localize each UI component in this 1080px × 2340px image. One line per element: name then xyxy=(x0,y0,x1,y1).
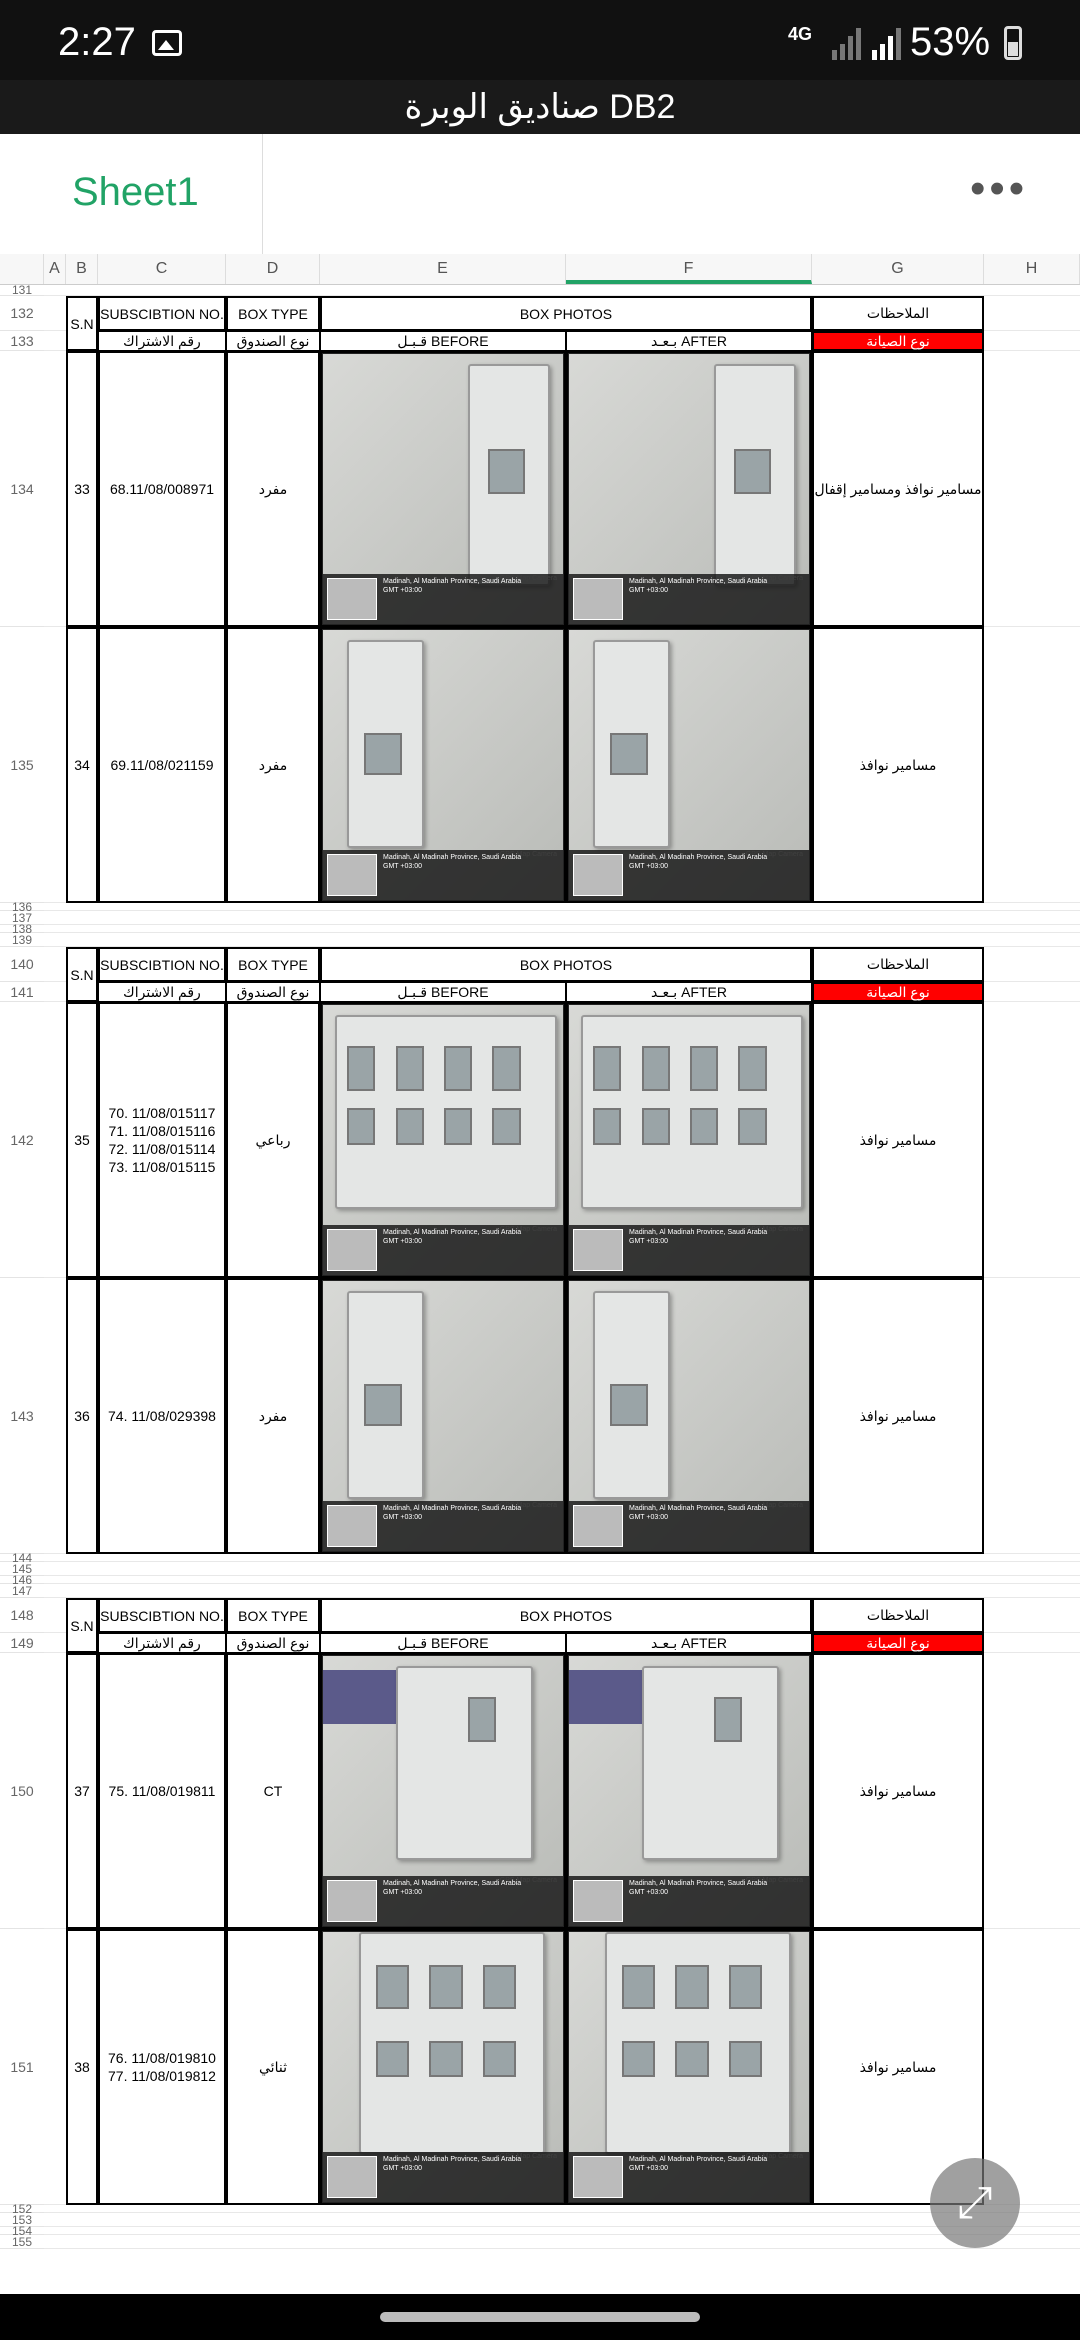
box-type-header[interactable]: BOX TYPE xyxy=(226,296,320,331)
notes-header[interactable]: الملاحظات xyxy=(812,1598,984,1633)
after-header[interactable]: بـعـد AFTER xyxy=(566,982,812,1002)
box-photo[interactable] xyxy=(568,353,810,625)
maintenance-type-header[interactable]: نوع الصيانة xyxy=(812,1633,984,1653)
box-type-header[interactable]: BOX TYPE xyxy=(226,947,320,982)
maintenance-type-header[interactable]: نوع الصيانة xyxy=(812,982,984,1002)
box-type-cell[interactable]: مفرد xyxy=(226,351,320,627)
tab-divider xyxy=(262,134,263,254)
corner-cell[interactable] xyxy=(0,254,44,284)
column-header-selected[interactable]: F xyxy=(566,254,812,284)
row-number[interactable]: 139 xyxy=(0,933,44,947)
photo-caption-timezone: GMT +03:00 xyxy=(629,1238,668,1245)
notes-header[interactable]: الملاحظات xyxy=(812,947,984,982)
sn-cell[interactable]: 33 xyxy=(66,351,98,627)
photo-caption-timezone: GMT +03:00 xyxy=(383,1889,422,1896)
maintenance-type-header[interactable]: نوع الصيانة xyxy=(812,331,984,351)
row-number[interactable]: 133 xyxy=(0,331,44,351)
map-thumbnail xyxy=(573,854,623,896)
photo-caption-location: Madinah, Al Madinah Province, Saudi Arabia xyxy=(629,1880,768,1887)
sn-header[interactable]: S.N xyxy=(66,296,98,351)
subscription-cell[interactable]: 70. 11/08/015117 71. 11/08/015116 72. 11/08/015114 73. 11/08/015115 xyxy=(98,1002,226,1278)
notes-cell[interactable]: مسامير نوافذ xyxy=(812,1929,984,2205)
sn-cell[interactable]: 34 xyxy=(66,627,98,903)
subscription-cell[interactable]: 74. 11/08/029398 xyxy=(98,1278,226,1554)
photo-caption-timezone: GMT +03:00 xyxy=(383,1238,422,1245)
grid-line xyxy=(44,2212,1080,2213)
signal-icon xyxy=(828,26,908,60)
subscription-cell[interactable]: 69.11/08/021159 xyxy=(98,627,226,903)
box-type-header-ar[interactable]: نوع الصندوق xyxy=(226,1633,320,1653)
box-photo[interactable] xyxy=(322,629,564,901)
row-number[interactable]: 136 xyxy=(0,903,44,911)
row-number[interactable]: 151 xyxy=(0,1929,44,2205)
photo-caption-location: Madinah, Al Madinah Province, Saudi Arabia xyxy=(383,1880,522,1887)
grid-line xyxy=(44,2248,1080,2249)
photo-caption-timezone: GMT +03:00 xyxy=(383,587,422,594)
row-number[interactable]: 132 xyxy=(0,296,44,331)
row-number[interactable]: 135 xyxy=(0,627,44,903)
map-thumbnail xyxy=(573,1880,623,1922)
map-thumbnail xyxy=(327,2156,377,2198)
photo-caption-location: Madinah, Al Madinah Province, Saudi Arabia xyxy=(383,1229,522,1236)
column-header[interactable]: G xyxy=(812,254,984,284)
subscription-header-ar[interactable]: رقم الاشتراك xyxy=(98,982,226,1002)
notes-cell[interactable]: مسامير نوافذ ومسامير إقفال xyxy=(812,351,984,627)
row-number[interactable]: 155 xyxy=(0,2235,44,2249)
subscription-cell[interactable]: 68.11/08/008971 xyxy=(98,351,226,627)
row-number[interactable]: 138 xyxy=(0,925,44,933)
sn-header[interactable]: S.N xyxy=(66,947,98,1002)
row-number[interactable]: 144 xyxy=(0,1554,44,1562)
row-number[interactable]: 147 xyxy=(0,1584,44,1598)
grid-line xyxy=(44,1575,1080,1576)
photo-caption-timezone: GMT +03:00 xyxy=(383,863,422,870)
spreadsheet-grid[interactable] xyxy=(0,284,1080,2288)
column-header[interactable]: H xyxy=(984,254,1080,284)
row-number[interactable]: 134 xyxy=(0,351,44,627)
subscription-header[interactable]: SUBSCIBTION NO. xyxy=(98,947,226,982)
box-photos-header[interactable]: BOX PHOTOS xyxy=(320,296,812,331)
column-header[interactable]: C xyxy=(98,254,226,284)
after-header[interactable]: بـعـد AFTER xyxy=(566,331,812,351)
map-thumbnail xyxy=(573,2156,623,2198)
sheet-tab[interactable]: Sheet1 xyxy=(72,170,199,214)
map-thumbnail xyxy=(573,1229,623,1271)
subscription-header-ar[interactable]: رقم الاشتراك xyxy=(98,1633,226,1653)
photo-caption-location: Madinah, Al Madinah Province, Saudi Arabia xyxy=(629,854,768,861)
photo-caption-location: Madinah, Al Madinah Province, Saudi Arabia xyxy=(629,2156,768,2163)
row-number[interactable]: 154 xyxy=(0,2227,44,2235)
notes-cell[interactable]: مسامير نوافذ xyxy=(812,627,984,903)
row-number[interactable]: 140 xyxy=(0,947,44,982)
subscription-header-ar[interactable]: رقم الاشتراك xyxy=(98,331,226,351)
column-header[interactable]: A xyxy=(44,254,66,284)
more-options-icon[interactable]: ••• xyxy=(970,164,1029,213)
column-header[interactable]: E xyxy=(320,254,566,284)
battery-icon xyxy=(1004,26,1022,60)
box-type-cell[interactable]: ثنائي xyxy=(226,1929,320,2205)
row-number[interactable]: 145 xyxy=(0,1562,44,1576)
box-type-cell[interactable]: CT xyxy=(226,1653,320,1929)
photo-caption-timezone: GMT +03:00 xyxy=(383,2165,422,2172)
status-time: 2:27 xyxy=(58,20,136,64)
column-header[interactable]: B xyxy=(66,254,98,284)
sn-header[interactable]: S.N xyxy=(66,1598,98,1653)
column-headers xyxy=(0,254,1080,285)
expand-icon[interactable]: ⤢ xyxy=(930,2158,1020,2248)
map-thumbnail xyxy=(327,1505,377,1547)
map-thumbnail xyxy=(327,1880,377,1922)
photo-caption-location: Madinah, Al Madinah Province, Saudi Arabia xyxy=(629,578,768,585)
box-photos-header[interactable]: BOX PHOTOS xyxy=(320,947,812,982)
subscription-header[interactable]: SUBSCIBTION NO. xyxy=(98,1598,226,1633)
box-type-header-ar[interactable]: نوع الصندوق xyxy=(226,982,320,1002)
photo-caption-location: Madinah, Al Madinah Province, Saudi Arabia xyxy=(629,1229,768,1236)
map-thumbnail xyxy=(573,578,623,620)
box-type-header-ar[interactable]: نوع الصندوق xyxy=(226,331,320,351)
document-title: صناديق الوبرة DB2 xyxy=(0,80,1080,134)
status-bar xyxy=(0,0,1080,80)
box-photo[interactable] xyxy=(568,1280,810,1552)
box-photos-header[interactable]: BOX PHOTOS xyxy=(320,1598,812,1633)
row-number[interactable]: 150 xyxy=(0,1653,44,1929)
column-header[interactable]: D xyxy=(226,254,320,284)
box-photo[interactable] xyxy=(568,1004,810,1276)
box-photo[interactable] xyxy=(322,1004,564,1276)
row-number[interactable]: 149 xyxy=(0,1633,44,1653)
grid-line xyxy=(44,932,1080,933)
box-photo[interactable] xyxy=(568,629,810,901)
row-number[interactable]: 141 xyxy=(0,982,44,1002)
photo-caption-location: Madinah, Al Madinah Province, Saudi Arabia xyxy=(383,578,522,585)
photo-caption-location: Madinah, Al Madinah Province, Saudi Arabia xyxy=(383,854,522,861)
map-thumbnail xyxy=(327,854,377,896)
subscription-cell[interactable]: 76. 11/08/019810 77. 11/08/019812 xyxy=(98,1929,226,2205)
box-photo[interactable] xyxy=(322,1655,564,1927)
subscription-cell[interactable]: 75. 11/08/019811 xyxy=(98,1653,226,1929)
box-type-cell[interactable]: مفرد xyxy=(226,1278,320,1554)
notes-cell[interactable]: مسامير نوافذ xyxy=(812,1653,984,1929)
grid-line xyxy=(44,2226,1080,2227)
sn-cell[interactable]: 38 xyxy=(66,1929,98,2205)
subscription-header[interactable]: SUBSCIBTION NO. xyxy=(98,296,226,331)
box-photo[interactable] xyxy=(322,353,564,625)
grid-line xyxy=(44,1561,1080,1562)
network-type: 4G xyxy=(788,24,813,44)
box-photo[interactable] xyxy=(322,1931,564,2203)
navigation-bar xyxy=(0,2294,1080,2340)
photo-caption-timezone: GMT +03:00 xyxy=(629,2165,668,2172)
row-number[interactable]: 153 xyxy=(0,2213,44,2227)
photo-caption-timezone: GMT +03:00 xyxy=(383,1514,422,1521)
row-number[interactable]: 143 xyxy=(0,1278,44,1554)
photo-caption-timezone: GMT +03:00 xyxy=(629,587,668,594)
row-number[interactable]: 148 xyxy=(0,1598,44,1633)
before-header[interactable]: قـبـل BEFORE xyxy=(320,1633,566,1653)
box-type-header[interactable]: BOX TYPE xyxy=(226,1598,320,1633)
grid-line xyxy=(44,924,1080,925)
row-number[interactable]: 152 xyxy=(0,2205,44,2213)
sn-cell[interactable]: 35 xyxy=(66,1002,98,1278)
grid-line xyxy=(44,1583,1080,1584)
map-thumbnail xyxy=(327,1229,377,1271)
sheet-tab-bar xyxy=(0,134,1080,255)
row-number[interactable]: 142 xyxy=(0,1002,44,1278)
row-number[interactable]: 131 xyxy=(0,284,44,296)
grid-line xyxy=(44,2234,1080,2235)
box-photo[interactable] xyxy=(568,1931,810,2203)
map-thumbnail xyxy=(327,578,377,620)
row-number[interactable]: 146 xyxy=(0,1576,44,1584)
notes-header[interactable]: الملاحظات xyxy=(812,296,984,331)
image-notification-icon xyxy=(152,30,182,56)
box-photo[interactable] xyxy=(568,1655,810,1927)
photo-caption-location: Madinah, Al Madinah Province, Saudi Arabia xyxy=(383,2156,522,2163)
notes-cell[interactable]: مسامير نوافذ xyxy=(812,1002,984,1278)
photo-caption-timezone: GMT +03:00 xyxy=(629,1514,668,1521)
before-header[interactable]: قـبـل BEFORE xyxy=(320,331,566,351)
before-header[interactable]: قـبـل BEFORE xyxy=(320,982,566,1002)
box-type-cell[interactable]: مفرد xyxy=(226,627,320,903)
map-thumbnail xyxy=(573,1505,623,1547)
after-header[interactable]: بـعـد AFTER xyxy=(566,1633,812,1653)
grid-line xyxy=(44,910,1080,911)
home-gesture-bar[interactable] xyxy=(380,2312,700,2322)
row-number[interactable]: 137 xyxy=(0,911,44,925)
photo-caption-location: Madinah, Al Madinah Province, Saudi Arabia xyxy=(383,1505,522,1512)
sn-cell[interactable]: 36 xyxy=(66,1278,98,1554)
notes-cell[interactable]: مسامير نوافذ xyxy=(812,1278,984,1554)
photo-caption-location: Madinah, Al Madinah Province, Saudi Arabia xyxy=(629,1505,768,1512)
battery-percent: 53% xyxy=(910,20,991,64)
box-type-cell[interactable]: رباعي xyxy=(226,1002,320,1278)
sn-cell[interactable]: 37 xyxy=(66,1653,98,1929)
photo-caption-timezone: GMT +03:00 xyxy=(629,863,668,870)
box-photo[interactable] xyxy=(322,1280,564,1552)
photo-caption-timezone: GMT +03:00 xyxy=(629,1889,668,1896)
